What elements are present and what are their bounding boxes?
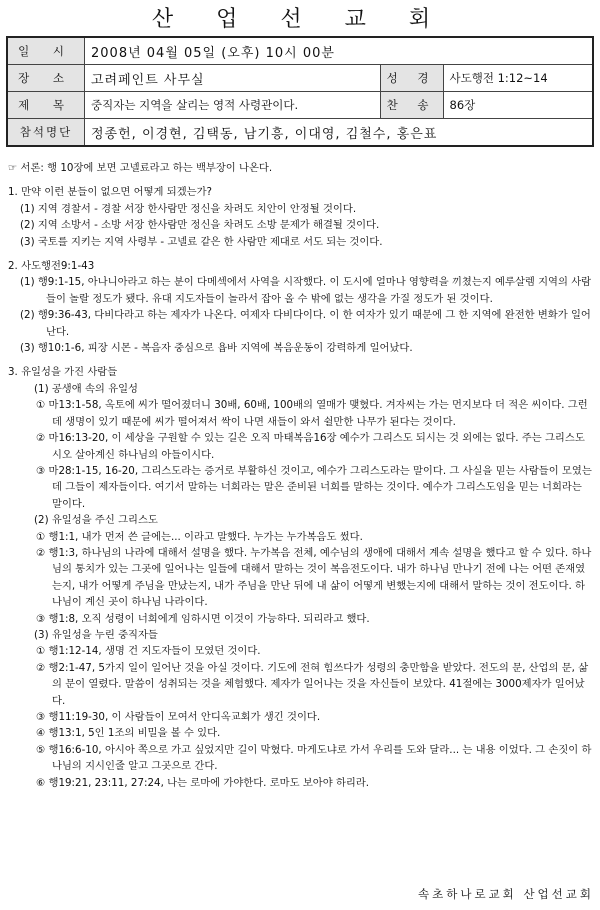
subject-value: 중직자는 지역을 살리는 영적 사령관이다. bbox=[85, 92, 381, 119]
list-item: (3) 행10:1-6, 피장 시몬 - 복음자 중심으로 욥바 지역에 복음운동이 강력하게 일어났다. bbox=[20, 342, 413, 355]
subject-label: 제 목 bbox=[7, 92, 85, 119]
subsection-title: (1) 공생애 속의 유일성 bbox=[34, 382, 138, 395]
subsection-title: (3) 유일성을 누린 중직자들 bbox=[34, 628, 158, 641]
scripture-label: 성 경 bbox=[380, 65, 443, 92]
section-1-title: 1. 만약 이런 분들이 없으면 어떻게 되겠는가? bbox=[8, 186, 213, 199]
list-item: ① 마13:1-58, 옥토에 씨가 떨어졌더니 30배, 60배, 100배의 열매가 맺혔다. 겨자씨는 가는 먼지보다 더 적은 씨이다. 그런데 생명이 있기 때문에 씨가 떨어져서 싹이 나면 새들이 와서 쉴만한 나무가 된다는 것이다. bbox=[36, 399, 588, 428]
hymn-value: 86장 bbox=[443, 92, 593, 119]
list-item: ③ 행1:8, 오직 성령이 너희에게 임하시면 이것이 가능하다. 되리라고 했다. bbox=[36, 612, 370, 625]
list-item: ② 행2:1-47, 5가지 일이 일어난 것을 아실 것이다. 기도에 전혀 힘쓰다가 성령의 충만함을 받았다. 전도의 문, 산업의 문, 삶의 문이 열렸다. 말씀이 성취되는 것을 체험했다. 제자가 일어나는 것을 자신들이 보았다. 41절에는 3000제자가 일어났다. bbox=[36, 661, 589, 707]
date-label: 일 시 bbox=[7, 37, 85, 65]
list-item: ② 행1:3, 하나님의 나라에 대해서 설명을 했다. 누가복음 전체, 예수님의 생애에 대해서 계속 설명을 했다고 할 수 있다. 하나님의 통치가 있는 그곳에 일어나는 일들에 대해서 말하는 것이 복음전도이다. 내가 하나님 만나기 전에 나는 어떤 존재였는지, 내가 어떻게 주님을 만났는지, 내가 주님을 만난 뒤에 내 삶이 어떻게 변했는지에 대해서 말하는 것이 전도이다. 하나님이 계신 곳이 하나님 나라이다. bbox=[36, 546, 592, 609]
sermon-notes bbox=[8, 160, 592, 791]
page-title: 산 업 선 교 회 bbox=[151, 7, 449, 32]
list-item: (2) 행9:36-43, 다비다라고 하는 제자가 나온다. 여제자 다비다이다. 이 한 여자가 있기 때문에 그 한 지역에 완전한 변화가 일어난다. bbox=[20, 309, 591, 338]
footer-church-name: 속초하나로교회 산업선교회 bbox=[418, 887, 594, 901]
attendees-label: 참석명단 bbox=[7, 119, 85, 147]
place-label: 장 소 bbox=[7, 65, 85, 92]
list-item: ① 행1:1, 내가 먼저 쓴 글에는... 이라고 말했다. 누가는 누가복음도 썼다. bbox=[36, 530, 363, 543]
list-item: (1) 지역 경찰서 - 경찰 서장 한사람만 정신을 차려도 치안이 안정될 것이다. bbox=[20, 202, 357, 215]
info-table bbox=[6, 36, 594, 147]
list-item: ③ 마28:1-15, 16-20, 그리스도라는 증거로 부활하신 것이고, 예수가 그리스도라는 말이다. 그 사실을 믿는 사람들이 모였는데 그들이 제자들이다. 여기서 말하는 너희라는 말은 준비된 너희를 말하는 것이다. 예수가 그리스도임을 믿는 너희라는 말이다. bbox=[36, 464, 592, 510]
section-2-title: 2. 사도행전9:1-43 bbox=[8, 260, 95, 273]
list-item: ② 마16:13-20, 이 세상을 구원할 수 있는 길은 오직 마태복음16장 예수가 그리스도 되시는 것 외에는 없다. 주는 그리스도시오 살아계신 하나님의 아들이시다. bbox=[36, 432, 585, 461]
hymn-label: 찬 송 bbox=[380, 92, 443, 119]
list-item: (1) 행9:1-15, 아나니아라고 하는 분이 다메섹에서 사역을 시작했다. 이 도시에 얼마나 영향력을 끼쳤는지 예루살렘 지역의 사람들이 놀랄 정도가 됐다. 유대 지도자들이 놀라서 잡아 올 수 밖에 없는 생각을 가질 정도가 된 것이다. bbox=[20, 276, 592, 305]
list-item: (2) 지역 소방서 - 소방 서장 한사람만 정신을 차려도 소방 문제가 해결될 것이다. bbox=[20, 219, 380, 232]
list-item: (3) 국토를 지키는 지역 사령부 - 고넬료 같은 한 사람만 제대로 서도 되는 것이다. bbox=[20, 235, 383, 248]
attendees-value: 정종헌, 이경현, 김택동, 남기흥, 이대영, 김철수, 홍은표 bbox=[85, 119, 594, 147]
list-item: ④ 행13:1, 5인 1조의 비밀을 볼 수 있다. bbox=[36, 727, 221, 740]
list-item: ⑥ 행19:21, 23:11, 27:24, 나는 로마에 가야한다. 로마도 보아야 하리라. bbox=[36, 776, 370, 789]
list-item: ⑤ 행16:6-10, 아시아 쪽으로 가고 싶었지만 길이 막혔다. 마게도냐로 가서 우리를 도와 달라... 는 내용 이었다. 그 손짓이 하나님의 지시인줄 알고 그곳으로 간다. bbox=[36, 743, 592, 773]
intro-line: ☞ 서론: 행 10장에 보면 고넬료라고 하는 백부장이 나온다. bbox=[8, 162, 273, 174]
subsection-title: (2) 유일성을 주신 그리스도 bbox=[34, 514, 158, 527]
date-value: 2008년 04월 05일 (오후) 10시 00분 bbox=[85, 37, 594, 65]
scripture-value: 사도행전 1:12~14 bbox=[443, 65, 593, 92]
section-3-title: 3. 유일성을 가진 사람들 bbox=[8, 366, 118, 379]
place-value: 고려페인트 사무실 bbox=[85, 65, 381, 92]
list-item: ③ 행11:19-30, 이 사람들이 모여서 안디옥교회가 생긴 것이다. bbox=[36, 711, 321, 723]
list-item: ① 행1:12-14, 생명 건 지도자들이 모였던 것이다. bbox=[36, 645, 261, 658]
